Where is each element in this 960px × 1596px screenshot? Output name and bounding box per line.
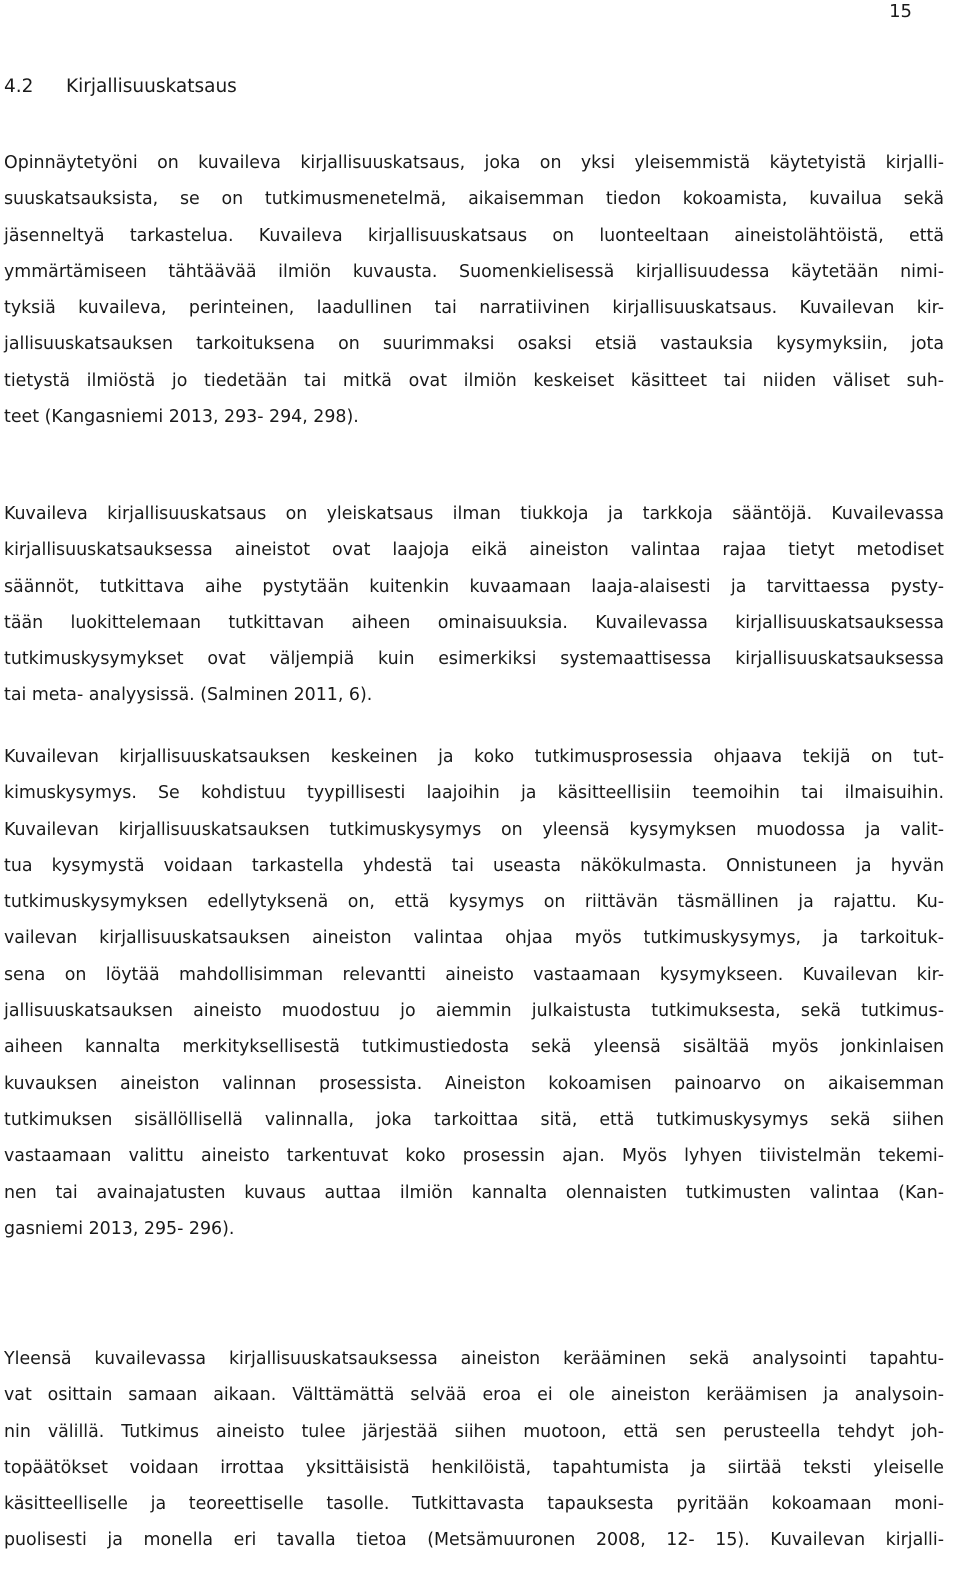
text-line: käsitteelliselle ja teoreettiselle tasolle. Tutkittavasta tapauksesta pyritään kokoamaan moni- xyxy=(4,1494,944,1515)
text-line: aiheen kannalta merkityksellisestä tutkimustiedosta sekä yleensä sisältää myös jonkinlaisen xyxy=(4,1037,944,1058)
text-line: Kuvaileva kirjallisuuskatsaus on yleiskatsaus ilman tiukkoja ja tarkkoja sääntöjä. Kuvailevassa xyxy=(4,504,944,524)
text-line: vailevan kirjallisuuskatsauksen aineiston valintaa ohjaa myös tutkimuskysymys, ja tarkoituk- xyxy=(4,928,944,949)
text-line: kirjallisuuskatsauksessa aineistot ovat laajoja eikä aineiston valintaa rajaa tietyt metodiset xyxy=(4,540,944,561)
text-line: kimuskysymys. Se kohdistuu tyypillisesti laajoihin ja käsitteellisiin teemoihin tai ilmaisuihin. xyxy=(4,783,944,804)
text-line: tietystä ilmiöstä jo tiedetään tai mitkä ovat ilmiön keskeiset käsitteet tai niiden väliset suh- xyxy=(4,370,944,391)
text-line: tään luokittelemaan tutkittavan aiheen ominaisuuksia. Kuvailevassa kirjallisuuskatsauksessa xyxy=(4,612,944,633)
text-line: kuvauksen aineiston valinnan prosessista. Aineiston kokoamisen painoarvo on aikaisemman xyxy=(4,1073,944,1094)
text-line: topäätökset voidaan irrottaa yksittäisistä henkilöistä, tapahtumista ja siirtää teksti yleiselle xyxy=(4,1457,944,1478)
text-line: jallisuuskatsauksen aineisto muodostuu jo aiemmin julkaistusta tutkimuksesta, sekä tutkimus- xyxy=(4,1001,944,1022)
section-number: 4.2 xyxy=(4,76,34,97)
text-line: tutkimuksen sisällöllisellä valinnalla, joka tarkoittaa sitä, että tutkimuskysymys sekä siihen xyxy=(4,1109,944,1130)
text-line: Yleensä kuvailevassa kirjallisuuskatsauksessa aineiston kerääminen sekä analysointi tapahtu- xyxy=(4,1349,944,1369)
text-line: jäsenneltyä tarkastelua. Kuvaileva kirjallisuuskatsaus on luonteeltaan aineistolähtöistä, että xyxy=(4,225,944,246)
paragraph-1 xyxy=(4,145,944,435)
text-line: jallisuuskatsauksen tarkoituksena on suurimmaksi osaksi etsiä vastauksia kysymyksiin, jota xyxy=(4,334,944,355)
paragraph-3 xyxy=(4,739,944,1247)
section-title: Kirjallisuuskatsaus xyxy=(66,76,237,97)
text-line: sena on löytää mahdollisimman relevantti aineisto vastaamaan kysymykseen. Kuvailevan kir- xyxy=(4,964,944,985)
text-line: Kuvailevan kirjallisuuskatsauksen keskeinen ja koko tutkimusprosessia ohjaava tekijä on tut- xyxy=(4,747,944,767)
text-line: vat osittain samaan aikaan. Välttämättä selvää eroa ei ole aineiston keräämisen ja analysoin- xyxy=(4,1385,944,1406)
section-heading xyxy=(4,74,237,100)
text-line: Kuvailevan kirjallisuuskatsauksen tutkimuskysymys on yleensä kysymyksen muodossa ja valit- xyxy=(4,819,944,840)
text-line: Opinnäytetyöni on kuvaileva kirjallisuuskatsaus, joka on yksi yleisemmistä käytetyistä kirjalli- xyxy=(4,153,944,173)
text-line: tutkimuskysymykset ovat väljempiä kuin esimerkiksi systemaattisessa kirjallisuuskatsauksessa xyxy=(4,649,944,670)
page-number: 15 xyxy=(889,1,912,22)
text-line: tua kysymystä voidaan tarkastella yhdestä tai useasta näkökulmasta. Onnistuneen ja hyvän xyxy=(4,855,944,876)
text-line: puolisesti ja monella eri tavalla tietoa (Metsämuuronen 2008, 12- 15). Kuvailevan kirjalli- xyxy=(4,1530,944,1551)
text-line: tutkimuskysymyksen edellytyksenä on, että kysymys on riittävän täsmällinen ja rajattu. Ku- xyxy=(4,892,944,913)
text-line: ymmärtämiseen tähtäävää ilmiön kuvausta. Suomenkielisessä kirjallisuudessa käytetään nimi- xyxy=(4,261,944,282)
text-line: teet (Kangasniemi 2013, 293- 294, 298). xyxy=(4,407,359,428)
text-line: tyksiä kuvaileva, perinteinen, laadullinen tai narratiivinen kirjallisuuskatsaus. Kuvailevan kir- xyxy=(4,298,944,319)
text-line: gasniemi 2013, 295- 296). xyxy=(4,1218,235,1239)
paragraph-4 xyxy=(4,1341,944,1559)
text-line: säännöt, tutkittava aihe pystytään kuitenkin kuvaamaan laaja-alaisesti ja tarvittaessa pysty- xyxy=(4,576,944,597)
text-line: suuskatsauksista, se on tutkimusmenetelmä, aikaisemman tiedon kokoamista, kuvailua sekä xyxy=(4,189,944,210)
text-line: tai meta- analyysissä. (Salminen 2011, 6). xyxy=(4,685,373,706)
text-line: nen tai avainajatusten kuvaus auttaa ilmiön kannalta olennaisten tutkimusten valintaa (Kan- xyxy=(4,1182,944,1203)
text-line: nin välillä. Tutkimus aineisto tulee järjestää siihen muotoon, että sen perusteella tehdyt joh- xyxy=(4,1421,944,1442)
text-line: vastaamaan valittu aineisto tarkentuvat koko prosessin ajan. Myös lyhyen tiivistelmän tekemi- xyxy=(4,1146,944,1167)
paragraph-2 xyxy=(4,496,944,714)
